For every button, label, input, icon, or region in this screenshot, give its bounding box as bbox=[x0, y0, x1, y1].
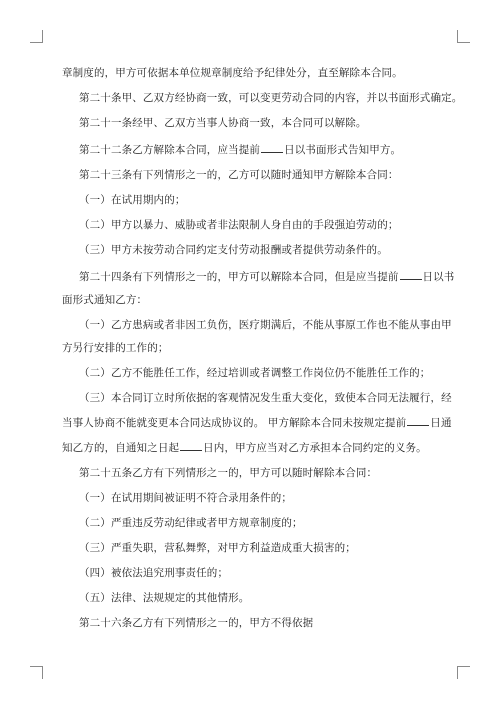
text-line bbox=[62, 414, 452, 430]
article-22-text: 第二十二条乙方解除本合同，应当提前 bbox=[79, 144, 261, 156]
list-item: （三）严重失职，营私舞弊，对甲方利益造成重大损害的； bbox=[79, 542, 356, 554]
fill-in-blank bbox=[261, 141, 283, 153]
list-item: （二）严重违反劳动纪律或者甲方规章制度的； bbox=[79, 517, 303, 529]
list-item: （一）乙方患病或者非因工负伤，医疗期满后，不能从事原工作也不能从事由甲 bbox=[79, 319, 452, 331]
list-item: （二）乙方不能胜任工作，经过培训或者调整工作岗位仍不能胜任工作的； bbox=[79, 367, 431, 379]
article-22-text-end: 日以书面形式告知甲方。 bbox=[284, 144, 402, 156]
article-20: 第二十条甲、乙双方经协商一致，可以变更劳动合同的内容，并以书面形式确定。 bbox=[79, 92, 463, 104]
list-item: （一）在试用期内的； bbox=[79, 194, 186, 206]
text-segment-end: 日通 bbox=[430, 417, 452, 429]
article-21: 第二十一条经甲、乙双方当事人协商一致，本合同可以解除。 bbox=[79, 117, 367, 129]
text-line: 章制度的，甲方可依据本单位规章制度给予纪律处分，直至解除本合同。 bbox=[62, 67, 403, 79]
article-24-text: 第二十四条有下列情形之一的，甲方可以解除本合同，但是应当提前 bbox=[79, 271, 399, 283]
list-item: （二）甲方以暴力、威胁或者非法限制人身自由的手段强迫劳动的； bbox=[79, 219, 399, 231]
text-segment-end: 日内，甲方应当对乙方承担本合同约定的义务。 bbox=[203, 442, 427, 454]
text-segment: 知乙方的，自通知之日起 bbox=[62, 442, 180, 454]
text-segment: 当事人协商不能就变更本合同达成协议的。 甲方解除本合同未按规定提前 bbox=[62, 417, 407, 429]
crop-mark-bottom-left bbox=[30, 666, 43, 679]
article-24 bbox=[62, 268, 455, 284]
fill-in-blank bbox=[180, 439, 202, 451]
crop-mark-top-right bbox=[457, 30, 470, 43]
list-item: （三）本合同订立时所依据的客观情况发生重大变化，致使本合同无法履行，经 bbox=[79, 392, 452, 404]
article-22 bbox=[62, 141, 446, 157]
crop-mark-bottom-right bbox=[457, 666, 470, 679]
list-item: （四）被依法追究刑事责任的； bbox=[79, 567, 229, 579]
fill-in-blank bbox=[400, 268, 422, 280]
document-body bbox=[62, 66, 463, 641]
text-line: 面形式通知乙方： bbox=[62, 294, 148, 306]
article-26: 第二十六条乙方有下列情形之一的，甲方不得依据 bbox=[79, 617, 314, 629]
article-25: 第二十五条乙方有下列情形之一的，甲方可以随时解除本合同： bbox=[79, 467, 378, 479]
text-line bbox=[62, 439, 446, 455]
list-item: （三）甲方未按劳动合同约定支付劳动报酬或者提供劳动条件的。 bbox=[79, 244, 388, 256]
text-line: 方另行安排的工作的； bbox=[62, 342, 169, 354]
fill-in-blank bbox=[407, 414, 429, 426]
crop-mark-top-left bbox=[30, 30, 43, 43]
list-item: （一）在试用期间被证明不符合录用条件的； bbox=[79, 492, 292, 504]
article-24-text-end: 日以书 bbox=[422, 271, 455, 283]
list-item: （五）法律、法规规定的其他情形。 bbox=[79, 592, 250, 604]
article-23: 第二十三条有下列情形之一的，乙方可以随时通知甲方解除本合同： bbox=[79, 169, 399, 181]
